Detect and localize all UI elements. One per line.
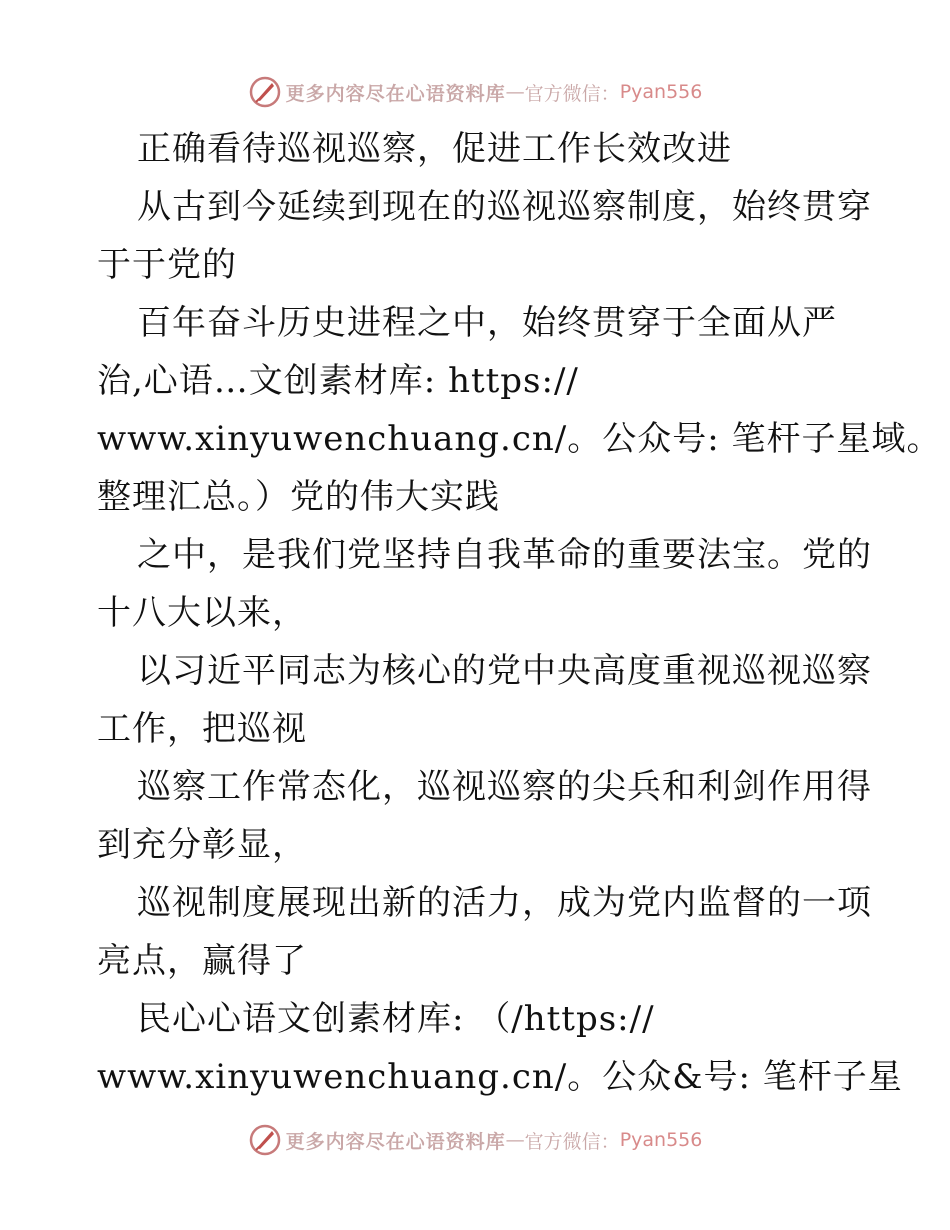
doc-line: 之中，是我们党坚持自我革命的重要法宝。党的 bbox=[137, 535, 872, 575]
doc-line: 整理汇总。）党的伟大实践 bbox=[97, 477, 500, 517]
banner-main-text: 更多内容尽在心语资料库 bbox=[285, 82, 506, 105]
doc-line: 百年奋斗历史进程之中，始终贯穿于全面从严 bbox=[137, 303, 837, 343]
doc-line: 到充分彰显， bbox=[97, 825, 307, 865]
banner-dash: — bbox=[505, 81, 525, 103]
doc-line: www.xinyuwenchuang.cn/。公众号: 笔杆子星域。 bbox=[97, 419, 942, 459]
banner-wechat-label: 官方微信： bbox=[524, 1130, 620, 1153]
banner-wechat-id: Pyan556 bbox=[619, 1129, 703, 1151]
doc-line: 民心心语文创素材库: （/https:// bbox=[137, 999, 655, 1039]
doc-line: 于于党的 bbox=[97, 245, 237, 285]
banner-main-text: 更多内容尽在心语资料库 bbox=[285, 1130, 506, 1153]
doc-line: 十八大以来， bbox=[97, 593, 307, 633]
header-watermark-banner bbox=[0, 72, 950, 112]
doc-line: 治,心语…文创素材库: https:// bbox=[97, 361, 579, 401]
doc-line: 工作，把巡视 bbox=[97, 709, 307, 749]
footer-watermark-banner bbox=[0, 1120, 950, 1160]
doc-line: 亮点，赢得了 bbox=[97, 941, 307, 981]
doc-line: 巡视制度展现出新的活力，成为党内监督的一项 bbox=[137, 883, 872, 923]
quill-logo-icon bbox=[248, 1123, 282, 1157]
doc-line: www.xinyuwenchuang.cn/。公众&号: 笔杆子星 bbox=[97, 1057, 903, 1097]
doc-line: 巡察工作常态化，巡视巡察的尖兵和利剑作用得 bbox=[137, 767, 872, 807]
banner-wechat-id: Pyan556 bbox=[619, 81, 703, 103]
banner-dash: — bbox=[505, 1129, 525, 1151]
banner-wechat-label: 官方微信： bbox=[524, 82, 620, 105]
doc-line: 从古到今延续到现在的巡视巡察制度，始终贯穿 bbox=[137, 187, 872, 227]
quill-logo-icon bbox=[248, 75, 282, 109]
doc-title: 正确看待巡视巡察，促进工作长效改进 bbox=[137, 129, 732, 169]
doc-line: 以习近平同志为核心的党中央高度重视巡视巡察 bbox=[137, 651, 872, 691]
